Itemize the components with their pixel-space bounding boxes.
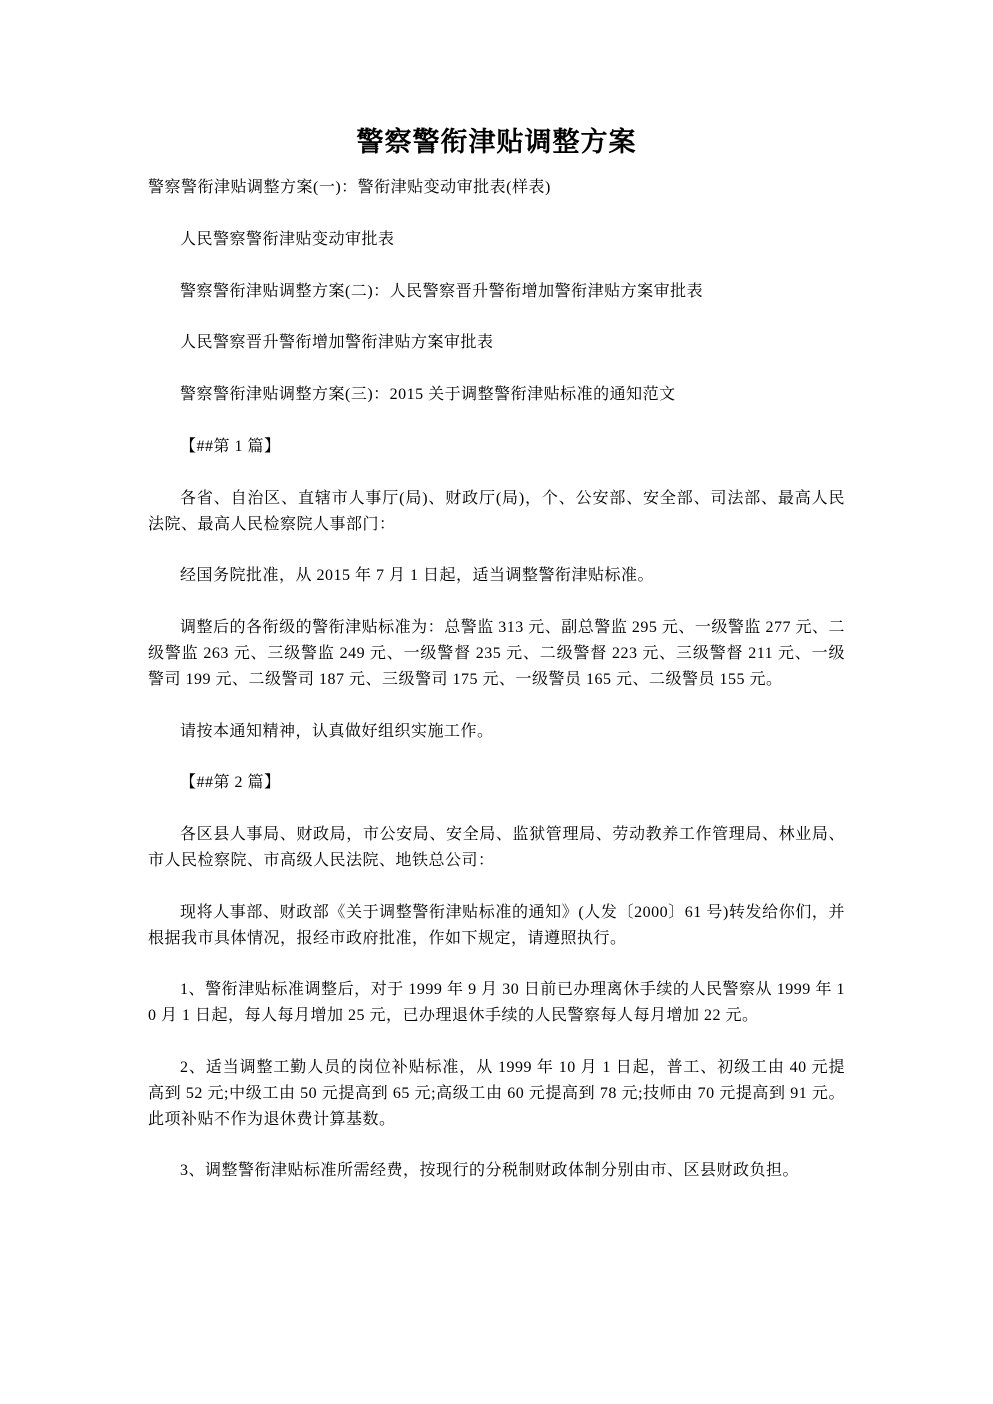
paragraph: 【##第 2 篇】 xyxy=(180,774,281,792)
paragraph: 警察警衔津贴调整方案(三)：2015 关于调整警衔津贴标准的通知范文 xyxy=(180,386,676,404)
paragraph: 现将人事部、财政部《关于调整警衔津贴标准的通知》(人发〔2000〕61 号)转发给你们，并根据我市具体情况，报经市政府批准，作如下规定，请遵照执行。 xyxy=(148,903,845,947)
document-body xyxy=(148,175,845,1184)
paragraph: 2、适当调整工勤人员的岗位补贴标准，从 1999 年 10 月 1 日起，普工、初级工由 40 元提高到 52 元;中级工由 50 元提高到 65 元;高级工由 60 元提高到 78 元;技师由 70 元提高到 91 元。此项补贴不作为退休费计算基数。 xyxy=(148,1058,845,1128)
paragraph: 警察警衔津贴调整方案(二)：人民警察晋升警衔增加警衔津贴方案审批表 xyxy=(180,282,704,300)
paragraph: 警察警衔津贴调整方案(一)：警衔津贴变动审批表(样表) xyxy=(148,179,551,196)
paragraph: 3、调整警衔津贴标准所需经费，按现行的分税制财政体制分别由市、区县财政负担。 xyxy=(180,1162,800,1180)
paragraph: 调整后的各衔级的警衔津贴标准为：总警监 313 元、副总警监 295 元、一级警监 277 元、二级警监 263 元、三级警监 249 元、一级警督 235 元、二级警督 223 元、三级警督 211 元、一级警司 199 元、二级警司 187 元、三级警司 175 元、一级警员 165 元、二级警员 155 元。 xyxy=(148,619,845,688)
paragraph: 人民警察警衔津贴变动审批表 xyxy=(180,230,395,248)
paragraph: 请按本通知精神，认真做好组织实施工作。 xyxy=(180,722,494,740)
paragraph: 各区县人事局、财政局，市公安局、安全局、监狱管理局、劳动教养工作管理局、林业局、市人民检察院、市高级人民法院、地铁总公司： xyxy=(148,826,845,869)
paragraph: 各省、自治区、直辖市人事厅(局)、财政厅(局)，个、公安部、安全部、司法部、最高人民法院、最高人民检察院人事部门： xyxy=(148,489,845,533)
paragraph: 人民警察晋升警衔增加警衔津贴方案审批表 xyxy=(180,334,494,352)
document-title: 警察警衔津贴调整方案 xyxy=(356,127,637,157)
paragraph: 1、警衔津贴标准调整后，对于 1999 年 9 月 30 日前已办理离休手续的人民警察从 1999 年 10 月 1 日起，每人每月增加 25 元，已办理退休手续的人民警察每人每月增加 22 元。 xyxy=(148,981,845,1025)
paragraph: 【##第 1 篇】 xyxy=(180,437,281,455)
paragraph: 经国务院批准，从 2015 年 7 月 1 日起，适当调整警衔津贴标准。 xyxy=(180,567,655,585)
